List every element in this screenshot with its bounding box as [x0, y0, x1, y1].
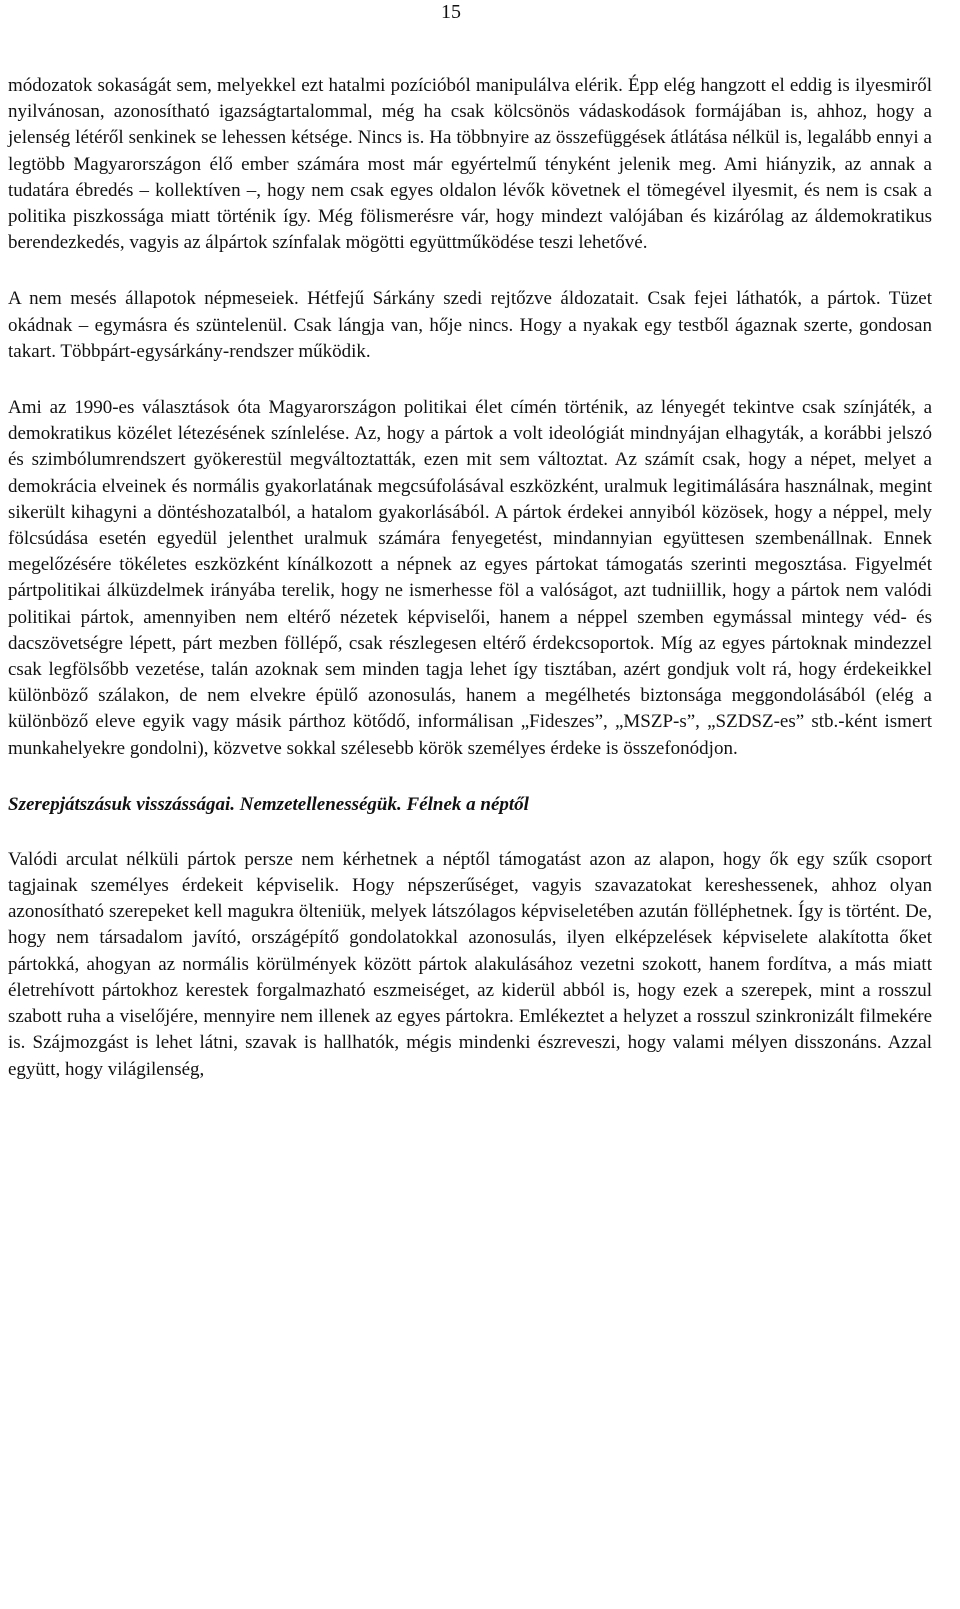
page-number: 15: [441, 1, 461, 23]
paragraph-3: Ami az 1990-es választások óta Magyarországon politikai élet címén történik, az lényegét tekintve csak színjáték, a demokratikus közélet létezésének színlelése. Az, hogy a pártok a volt ideológiát mindnyájan elhagyták, a korábbi jelszó és szimbólumrendszert gyökerestül megváltoztatták, ezen mit sem változtat. Az számít csak, hogy a népet, melyet a demokrácia elveinek és normális gyakorlatának megcsúfolásával eszközként, uralmuk legitimálására használnak, megint sikerült kihagyni a döntéshozatalból, a hatalom gyakorlásából. A pártok érdekei annyiból közösek, hogy a néppel, mely fölcsúdása esetén egyedül jelenthet uralmuk számára fenyegetést, mindannyian együttesen szembenállnak. Ennek megelőzésére tökéletes eszközként kínálkozott a népnek az egyes pártokat támogatás szerinti megosztása. Figyelmét pártpolitikai álküzdelmek irányába terelik, hogy ne ismerhesse föl a valóságot, azt tudniillik, hogy a pártok nem valódi politikai pártok, amennyiben nem eltérő nézetek képviselői, hanem a néppel szemben egymással mintegy véd- és dacszövetségre lépett, párt mezben föllépő, csak részlegesen eltérő érdekcsoportok. Míg az egyes pártoknak mindezzel csak legfölsőbb vezetése, talán azoknak sem minden tagja lehet így tisztában, azért gondjuk volt rá, hogy érdekeikkel különböző szálakon, de nem elvekre épülő azonosulás, hanem a megélhetés biztonsága meggondolásából (elég a különböző eleve egyik vagy másik párthoz kötődő, informálisan „Fideszes”, „MSZP-s”, „SZDSZ-es” stb.-ként ismert munkahelyekre gondolni), közvetve sokkal szélesebb körök személyes érdeke is összefonódjon.: [8, 397, 932, 759]
section-heading: Szerepjátszásuk visszásságai. Nemzetellenességük. Félnek a néptől: [8, 793, 529, 815]
paragraph-1: módozatok sokaságát sem, melyekkel ezt hatalmi pozícióból manipulálva elérik. Épp elég hangzott el eddig is ilyesmiről nyilvánosan, azonosítható igazságtartalommal, még ha csak kölcsönös vádaskodások formájában is, ahhoz, hogy a jelenség létéről senkinek se lehessen kétsége. Nincs is. Ha többnyire az összefüggések átlátása nélkül is, legalább ennyi a legtöbb Magyarországon élő ember számára most már egyértelmű tényként jelenik meg. Ami hiányzik, az annak a tudatára ébredés – kollektíven –, hogy nem csak egyes oldalon lévők követnek el tömegével ilyesmit, és nem is csak a politika piszkossága miatt történik így. Még fölismerésre vár, hogy mindezt valójában és kizárólag az áldemokratikus berendezkedés, vagyis az álpártok színfalak mögötti együttműködése teszi lehetővé.: [8, 75, 932, 254]
paragraph-2: A nem mesés állapotok népmeseiek. Hétfejű Sárkány szedi rejtőzve áldozatait. Csak fejei láthatók, a pártok. Tüzet okádnak – egymásra és szüntelenül. Csak lángja van, hője nincs. Hogy a nyakak egy testből ágaznak szerte, gondosan takart. Többpárt-egysárkány-rendszer működik.: [8, 288, 932, 362]
document-body: [0, 73, 960, 1113]
paragraph-4: Valódi arculat nélküli pártok persze nem kérhetnek a néptől támogatást azon az alapon, hogy ők egy szűk csoport tagjainak személyes érdekeit képviselik. Hogy népszerűséget, vagyis szavazatokat kereshessenek, ahhoz olyan azonosítható szerepeket kell magukra ölteniük, melyek látszólagos képviseletében azután fölléphetnek. Így is történt. De, hogy nem társadalom javító, országépítő gondolatokkal azonosulás, ilyen elképzelések képviselete alakította őket pártokká, ahogyan az normális körülmények között pártok alakulásához vezetni szokott, hanem fordítva, a más miatt életrehívott pártokhoz kerestek forgalmazható eszmeiséget, az kiderül abból is, hogy ezek a szerepek, mint a rosszul szabott ruha a viselőjére, mennyire nem illenek az egyes pártokra. Emlékeztet a helyzet a rosszul szinkronizált filmekére is. Szájmozgást is lehet látni, szavak is hallhatók, mégis mindenki észreveszi, hogy valami mélyen disszonáns. Azzal együtt, hogy világilenség,: [8, 848, 932, 1080]
